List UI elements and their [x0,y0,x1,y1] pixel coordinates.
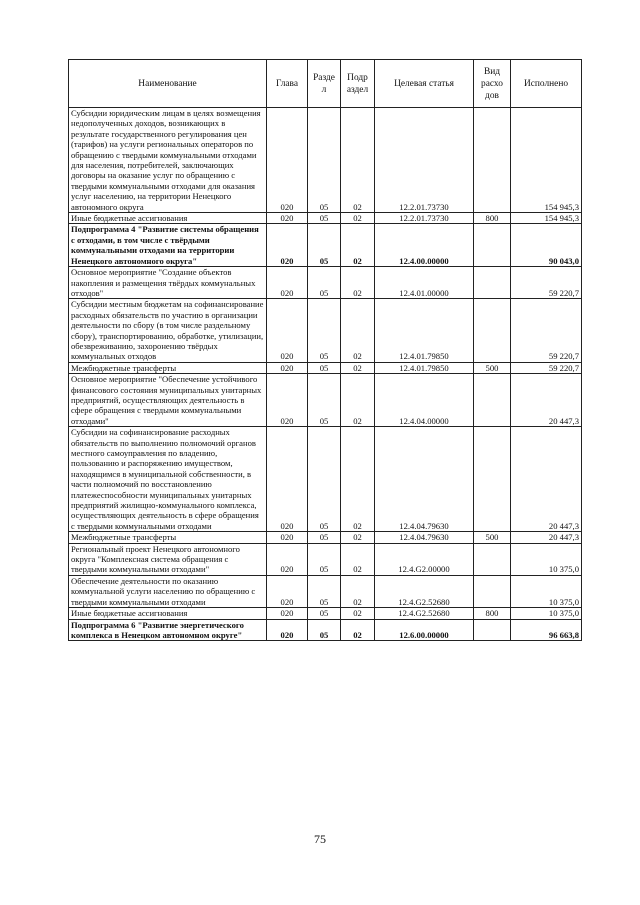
row-razdel-cell: 05 [308,362,341,373]
row-podrazdel-cell: 02 [341,427,375,532]
row-article-cell: 12.4.G2.00000 [375,543,474,575]
row-razdel-cell: 05 [308,213,341,224]
header-razdel: Разде л [308,60,341,108]
header-amount: Исполнено [511,60,582,108]
row-name-cell: Подпрограмма 4 "Развитие системы обращения с отходами, в том числе с твёрдыми коммунальными отходами на территории Ненецкого автономного округа" [69,224,267,267]
row-vid-cell [474,267,511,299]
row-amount-cell: 10 375,0 [511,543,582,575]
row-vid-cell [474,108,511,213]
table-row [69,374,582,427]
table-row [69,362,582,373]
row-vid-cell: 500 [474,362,511,373]
row-vid-cell [474,427,511,532]
table-row [69,608,582,619]
row-razdel-cell: 05 [308,575,341,607]
row-podrazdel-cell: 02 [341,108,375,213]
row-vid-cell: 800 [474,213,511,224]
table-row [69,267,582,299]
row-article-cell: 12.4.01.79850 [375,362,474,373]
table-row [69,108,582,213]
row-glava-cell: 020 [267,575,308,607]
row-podrazdel-cell: 02 [341,299,375,362]
row-podrazdel-cell: 02 [341,619,375,641]
row-glava-cell: 020 [267,362,308,373]
row-article-cell: 12.4.01.00000 [375,267,474,299]
header-vid: Вид расхо дов [474,60,511,108]
row-article-cell: 12.4.G2.52680 [375,608,474,619]
table-row [69,543,582,575]
row-vid-cell [474,299,511,362]
row-name-cell: Обеспечение деятельности по оказанию коммунальной услуги населению по обращению с твердыми коммунальными отходами [69,575,267,607]
row-amount-cell: 20 447,3 [511,427,582,532]
row-name-cell: Иные бюджетные ассигнования [69,608,267,619]
row-name-cell: Межбюджетные трансферты [69,362,267,373]
row-glava-cell: 020 [267,427,308,532]
table-row [69,213,582,224]
table-row [69,575,582,607]
row-glava-cell: 020 [267,108,308,213]
row-razdel-cell: 05 [308,532,341,543]
row-amount-cell: 59 220,7 [511,267,582,299]
row-name-cell: Иные бюджетные ассигнования [69,213,267,224]
row-glava-cell: 020 [267,224,308,267]
table-row [69,224,582,267]
table-row [69,619,582,641]
row-vid-cell [474,543,511,575]
row-amount-cell: 154 945,3 [511,213,582,224]
row-article-cell: 12.4.04.79630 [375,532,474,543]
row-glava-cell: 020 [267,267,308,299]
row-razdel-cell: 05 [308,374,341,427]
row-article-cell: 12.6.00.00000 [375,619,474,641]
row-podrazdel-cell: 02 [341,575,375,607]
row-name-cell: Субсидии местным бюджетам на софинансирование расходных обязательств по участию в организации деятельности по сбору (в том числе раздельному сбору), транспортированию, обработке, утилизации, обезвреживанию, захоронению твёрдых коммунальных отходов [69,299,267,362]
row-amount-cell: 20 447,3 [511,532,582,543]
row-glava-cell: 020 [267,374,308,427]
row-article-cell: 12.4.04.00000 [375,374,474,427]
header-article: Целевая статья [375,60,474,108]
row-vid-cell: 800 [474,608,511,619]
page-number: 75 [314,832,326,846]
row-podrazdel-cell: 02 [341,267,375,299]
budget-table [68,59,582,641]
row-razdel-cell: 05 [308,267,341,299]
row-glava-cell: 020 [267,608,308,619]
row-amount-cell: 59 220,7 [511,362,582,373]
table-row [69,532,582,543]
table-row [69,299,582,362]
row-name-cell: Подпрограмма 6 "Развитие энергетического комплекса в Ненецком автономном округе" [69,619,267,641]
row-amount-cell: 10 375,0 [511,575,582,607]
row-podrazdel-cell: 02 [341,543,375,575]
header-glava: Глава [267,60,308,108]
row-podrazdel-cell: 02 [341,374,375,427]
row-glava-cell: 020 [267,299,308,362]
row-razdel-cell: 05 [308,608,341,619]
row-name-cell: Региональный проект Ненецкого автономного округа "Комплексная система обращения с твердыми коммунальными отходами" [69,543,267,575]
row-razdel-cell: 05 [308,619,341,641]
row-razdel-cell: 05 [308,224,341,267]
row-amount-cell: 96 663,8 [511,619,582,641]
row-podrazdel-cell: 02 [341,608,375,619]
row-article-cell: 12.4.00.00000 [375,224,474,267]
row-name-cell: Основное мероприятие "Создание объектов накопления и размещения твёрдых коммунальных отходов" [69,267,267,299]
row-article-cell: 12.4.04.79630 [375,427,474,532]
row-razdel-cell: 05 [308,427,341,532]
row-article-cell: 12.2.01.73730 [375,108,474,213]
row-razdel-cell: 05 [308,299,341,362]
row-glava-cell: 020 [267,619,308,641]
table-header-row [69,60,582,108]
row-amount-cell: 20 447,3 [511,374,582,427]
row-amount-cell: 90 043,0 [511,224,582,267]
row-vid-cell [474,575,511,607]
row-podrazdel-cell: 02 [341,362,375,373]
row-glava-cell: 020 [267,532,308,543]
row-article-cell: 12.4.G2.52680 [375,575,474,607]
header-name: Наименование [69,60,267,108]
row-razdel-cell: 05 [308,543,341,575]
row-article-cell: 12.4.01.79850 [375,299,474,362]
table-row [69,427,582,532]
row-podrazdel-cell: 02 [341,213,375,224]
row-vid-cell: 500 [474,532,511,543]
row-amount-cell: 10 375,0 [511,608,582,619]
row-podrazdel-cell: 02 [341,224,375,267]
row-name-cell: Субсидии юридическим лицам в целях возмещения недополученных доходов, возникающих в результате государственного регулирования цен (тарифов) на услуги региональных операторов по обращению с твердыми коммунальными отходами для населения, потребителей, заключающих договоры на оказание услуг по обращению с твердыми коммунальными отходами для оказания услуг населению, на территории Ненецкого автономного округа [69,108,267,213]
row-amount-cell: 59 220,7 [511,299,582,362]
header-podrazdel: Подр аздел [341,60,375,108]
row-name-cell: Субсидии на софинансирование расходных обязательств по выполнению полномочий органов местного самоуправления по владению, пользованию и распоряжению имуществом, находящимся в муниципальной собственности, в части полномочий по восстановлению платежеспособности муниципальных унитарных предприятий жилищно-коммунального комплекса, осуществляющих деятельность в сфере обращения с твердыми коммунальными отходами [69,427,267,532]
row-razdel-cell: 05 [308,108,341,213]
row-glava-cell: 020 [267,213,308,224]
row-podrazdel-cell: 02 [341,532,375,543]
row-amount-cell: 154 945,3 [511,108,582,213]
row-vid-cell [474,374,511,427]
row-vid-cell [474,619,511,641]
row-vid-cell [474,224,511,267]
row-glava-cell: 020 [267,543,308,575]
row-name-cell: Межбюджетные трансферты [69,532,267,543]
row-name-cell: Основное мероприятие "Обеспечение устойчивого финансового состояния муниципальных унитарных предприятий, осуществляющих деятельность в сфере обращения с твердыми коммунальными отходами" [69,374,267,427]
row-article-cell: 12.2.01.73730 [375,213,474,224]
